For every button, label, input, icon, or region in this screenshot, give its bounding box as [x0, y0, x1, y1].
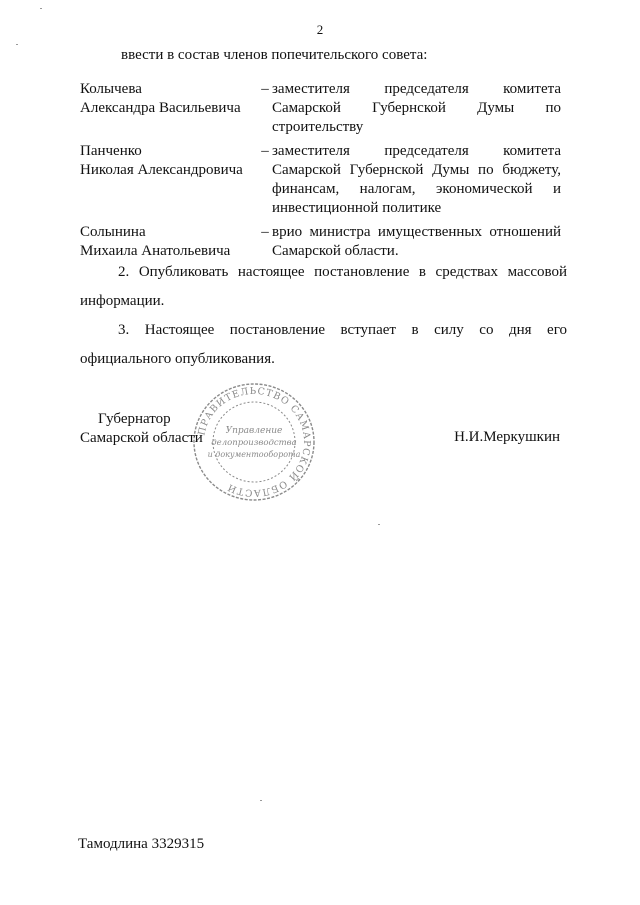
signature-title: Губернатор Самарской области — [80, 411, 203, 446]
page-number: 2 — [316, 22, 324, 37]
member-name: Солынина Михаила Анатольевича — [80, 224, 231, 259]
executor-footer: Тамодлина 3329315 — [78, 836, 205, 852]
stamp-inner-line2: делопроизводства — [211, 438, 297, 448]
official-stamp — [190, 380, 318, 504]
member-dash: – — [261, 143, 269, 159]
intro-line: ввести в состав членов попечительского совета: — [121, 47, 428, 63]
paragraph-effective: 3. Настоящее постановление вступает в силу со дня его официального опубликования. — [80, 322, 567, 367]
stamp-inner-line3: и документооборота — [207, 450, 301, 459]
signature-name: Н.И.Меркушкин — [454, 429, 560, 445]
member-name: Панченко Николая Александровича — [80, 143, 243, 178]
member-dash: – — [261, 81, 269, 97]
scan-speck — [260, 800, 262, 801]
scan-speck — [378, 524, 380, 525]
scan-speck — [16, 44, 18, 45]
member-position: заместителя председателя комитета Самарской Губернской Думы по строительству — [272, 81, 561, 135]
member-dash: – — [261, 224, 269, 240]
stamp-ring-text: ПРАВИТЕЛЬСТВО САМАРСКОЙ ОБЛАСТИ — [196, 385, 313, 499]
paragraph-publish: 2. Опубликовать настоящее постановление в средствах массовой информации. — [80, 264, 567, 309]
member-position: врио министра имущественных отношений Самарской области. — [272, 224, 561, 259]
scan-speck — [40, 8, 42, 9]
member-position: заместителя председателя комитета Самарской Губернской Думы по бюджету, финансам, налогам, экономической и инвестиционной политике — [272, 143, 561, 216]
stamp-inner-line1: Управление — [225, 426, 283, 436]
member-name: Колычева Александра Васильевича — [80, 81, 241, 116]
